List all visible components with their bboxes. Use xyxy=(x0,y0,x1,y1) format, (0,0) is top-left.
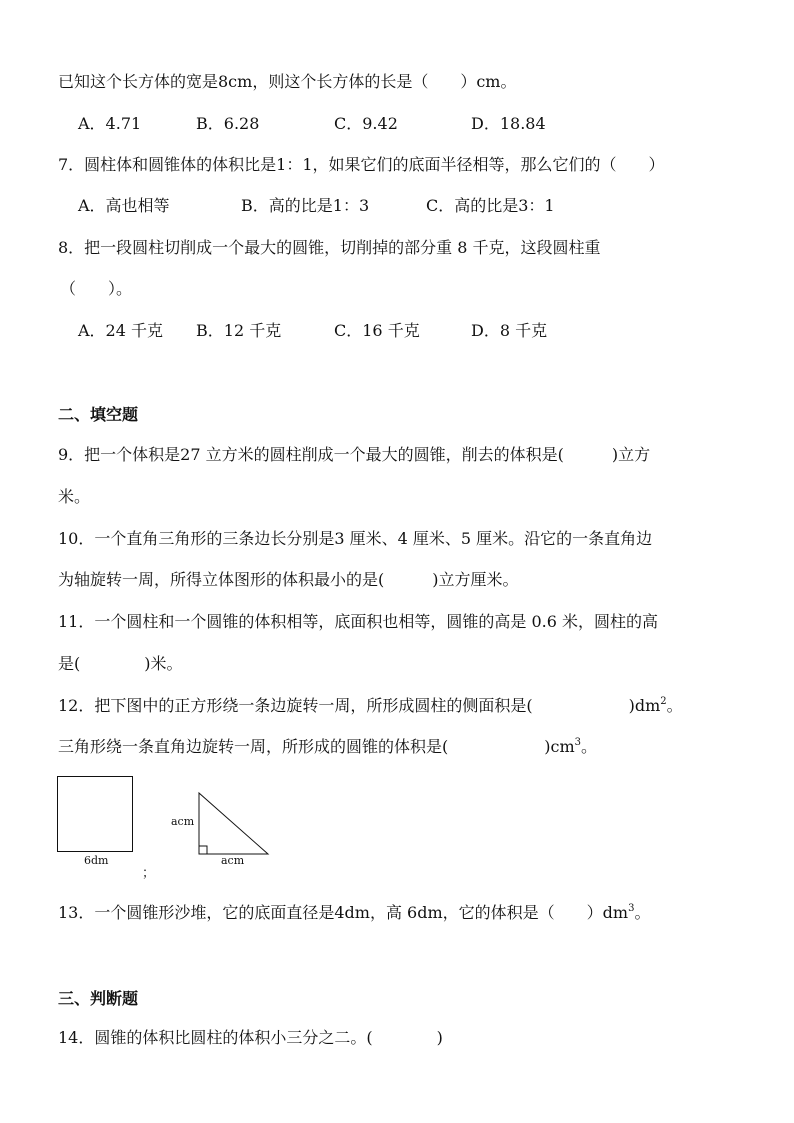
q7-option-a[interactable]: A．高也相等 xyxy=(78,196,170,215)
q12-line2-text: 三角形绕一条直角边旋转一周，所形成的圆锥的体积是( )cm xyxy=(58,737,575,756)
q12-text-line2 xyxy=(58,737,597,757)
q8-text-line2: （ ）。 xyxy=(60,279,133,298)
q13-text-main: 13．一个圆锥形沙堆，它的底面直径是4dm，高 6dm，它的体积是（ ）dm xyxy=(58,903,629,922)
q8-option-d[interactable]: D．8 千克 xyxy=(471,321,548,340)
q11-text-line1: 11．一个圆柱和一个圆锥的体积相等，底面积也相等，圆锥的高是 0.6 米，圆柱的高 xyxy=(58,612,658,631)
figure-semicolon: ； xyxy=(142,866,156,881)
q12-line2-superscript: 3 xyxy=(574,737,581,748)
q12-figure xyxy=(56,774,286,884)
q8-option-b[interactable]: B．12 千克 xyxy=(196,321,282,340)
q12-line1-superscript: 2 xyxy=(660,696,667,707)
q9-text-line2: 米。 xyxy=(58,487,91,506)
q6-option-c[interactable]: C．9.42 xyxy=(334,114,398,133)
q7-text: 7．圆柱体和圆锥体的体积比是1：1，如果它们的底面半径相等，那么它们的（ ） xyxy=(58,155,665,174)
triangle-leg-label-vertical: acm xyxy=(171,815,195,828)
q10-text-line2: 为轴旋转一周，所得立体图形的体积最小的是( )立方厘米。 xyxy=(58,570,519,589)
section-heading-judgement: 三、判断题 xyxy=(58,989,139,1008)
square-side-label: 6dm xyxy=(84,854,109,867)
q7-option-b[interactable]: B．高的比是1：3 xyxy=(241,196,370,215)
q12-line2-end: 。 xyxy=(581,737,598,756)
q12-text-line1 xyxy=(58,696,683,716)
q8-option-a[interactable]: A．24 千克 xyxy=(78,321,164,340)
square-shape xyxy=(57,776,133,852)
q12-line1-text: 12．把下图中的正方形绕一条边旋转一周，所形成圆柱的侧面积是( )dm xyxy=(58,696,661,715)
q9-text-line1: 9．把一个体积是27 立方米的圆柱削成一个最大的圆锥，削去的体积是( )立方 xyxy=(58,445,651,464)
q13-text-end: 。 xyxy=(634,903,651,922)
triangle-leg-label-horizontal: acm xyxy=(221,854,245,867)
section-heading-fill-in: 二、填空题 xyxy=(58,405,139,424)
q7-option-c[interactable]: C．高的比是3：1 xyxy=(426,196,555,215)
q11-text-line2: 是( )米。 xyxy=(58,654,183,673)
q6-option-b[interactable]: B．6.28 xyxy=(196,114,260,133)
q8-text-line1: 8．把一段圆柱切削成一个最大的圆锥，切削掉的部分重 8 千克，这段圆柱重 xyxy=(58,238,601,257)
q6-option-a[interactable]: A．4.71 xyxy=(78,114,142,133)
q10-text-line1: 10．一个直角三角形的三条边长分别是3 厘米、4 厘米、5 厘米。沿它的一条直角边 xyxy=(58,529,653,548)
q8-option-c[interactable]: C．16 千克 xyxy=(334,321,420,340)
q6-option-d[interactable]: D．18.84 xyxy=(471,114,546,133)
q13-text xyxy=(58,903,650,923)
right-triangle-shape xyxy=(196,791,272,857)
q12-line1-end: 。 xyxy=(666,696,683,715)
q13-superscript: 3 xyxy=(628,903,635,914)
q14-text: 14．圆锥的体积比圆柱的体积小三分之二。( ) xyxy=(58,1028,443,1047)
q6-text: 已知这个长方体的宽是8cm，则这个长方体的长是（ ）cm。 xyxy=(58,72,517,91)
